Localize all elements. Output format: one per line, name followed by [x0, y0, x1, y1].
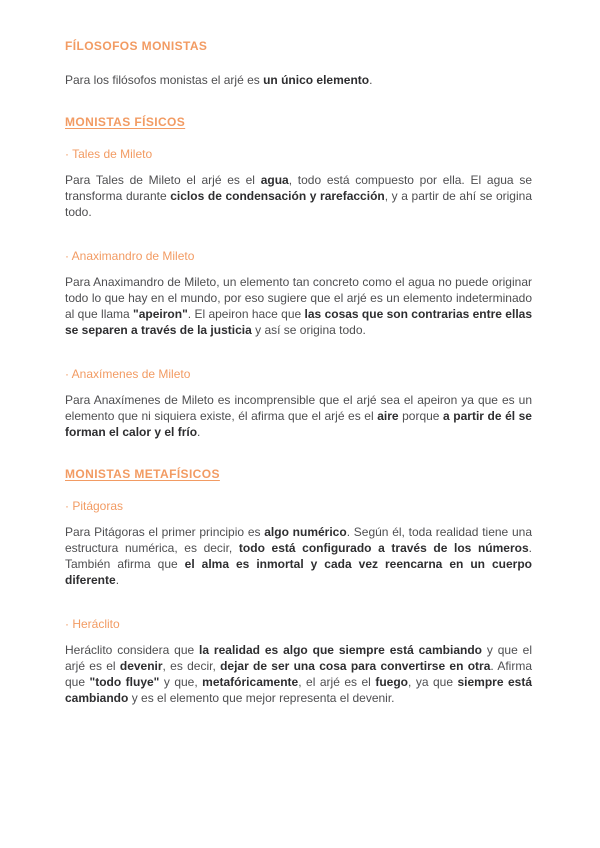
text-segment: devenir [119, 659, 163, 673]
paragraph-pitagoras [65, 524, 532, 588]
text-segment: . El apeiron hace que [187, 307, 305, 321]
text-segment: Para Anaxímenes de Mileto es incomprensible que el arjé sea el apeiron ya que es un elemento que ni siquiera existe, él afirma que el arjé es el [65, 393, 532, 423]
text-segment: "todo fluye" [89, 675, 160, 689]
text-segment: . Según él, toda realidad tiene una estructura numérica, es decir, [65, 525, 532, 555]
text-segment: "apeiron" [133, 307, 188, 321]
text-segment: . [369, 73, 373, 87]
text-segment: , es decir, [162, 659, 221, 673]
text-segment: Para Pitágoras el primer principio es [65, 525, 265, 539]
paragraph-heraclito [65, 642, 532, 706]
text-segment: Para Anaximandro de Mileto, un elemento tan concreto como el agua no puede originar todo lo que hay en el mundo, por eso sugiere que el arjé es un elemento indeterminado al que llama [65, 275, 532, 321]
text-segment: todo está configurado a través de los números [238, 541, 529, 555]
text-segment: . [115, 573, 120, 587]
text-segment: la realidad es algo que siempre está cambiando [199, 643, 482, 657]
text-segment: dejar de ser una cosa para convertirse en otra [220, 659, 491, 673]
text-segment: . [197, 425, 201, 439]
text-segment: y así se origina todo. [251, 323, 366, 337]
page-title: FÍLOSOFOS MONISTAS [65, 39, 208, 53]
text-segment: ciclos de condensación y rarefacción [170, 189, 385, 203]
subheading-tales-de-mileto: · Tales de Mileto [65, 147, 153, 161]
text-segment: las cosas que son contrarias entre ellas se separen a través de la justicia [65, 307, 532, 337]
text-segment: porque [398, 409, 444, 423]
text-segment: fuego [375, 675, 408, 689]
text-segment: Para los filósofos monistas el arjé es [65, 73, 264, 87]
text-segment: aire [377, 409, 399, 423]
text-segment: , todo está compuesto por ella. El agua se transforma durante [65, 173, 532, 203]
intro-paragraph [65, 72, 532, 88]
section-heading-monistas-fisicos: MONISTAS FÍSICOS [65, 115, 186, 129]
text-segment: y que, [159, 675, 203, 689]
section-heading-monistas-metafisicos: MONISTAS METAFÍSICOS [65, 467, 220, 481]
paragraph-tales-de-mileto [65, 172, 532, 220]
subheading-anaximenes-de-mileto: · Anaxímenes de Mileto [65, 367, 191, 381]
subheading-pitagoras: · Pitágoras [65, 499, 124, 513]
text-segment: un único elemento [263, 73, 370, 87]
text-segment: y que el arjé es el [65, 643, 532, 673]
text-segment: a partir de él se forman el calor y el frío [65, 409, 532, 439]
paragraph-anaximenes-de-mileto [65, 392, 532, 440]
text-segment: Para Tales de Mileto el arjé es el [65, 173, 261, 187]
subheading-anaximandro-de-mileto: · Anaximandro de Mileto [65, 249, 195, 263]
text-segment: , ya que [408, 675, 458, 689]
text-segment: algo numérico [264, 525, 347, 539]
text-segment: . También afirma que [65, 541, 533, 571]
text-segment: , el arjé es el [298, 675, 376, 689]
text-segment: . Afirma que [65, 659, 532, 689]
text-segment: metafóricamente [202, 675, 299, 689]
text-segment: Heráclito considera que [65, 643, 200, 657]
paragraph-anaximandro-de-mileto [65, 274, 532, 338]
text-segment: , y a partir de ahí se origina todo. [65, 189, 532, 219]
text-segment: el alma es inmortal y cada vez reencarna en un cuerpo diferente [65, 557, 532, 587]
text-segment: y es el elemento que mejor representa el devenir. [128, 691, 395, 705]
text-segment: agua [260, 173, 289, 187]
text-segment: siempre está cambiando [65, 675, 533, 705]
subheading-heraclito: · Heráclito [65, 617, 120, 631]
